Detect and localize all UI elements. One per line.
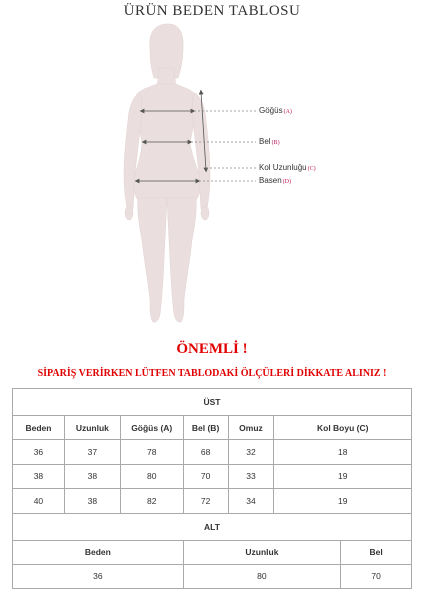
chest-label-text: Göğüs (259, 106, 283, 115)
upper-header-cell: Bel (B) (183, 416, 228, 440)
hip-label (259, 176, 291, 185)
important-heading: ÖNEMLİ ! (176, 341, 248, 357)
hip-code: (D) (282, 179, 292, 185)
upper-header-row (13, 416, 412, 440)
table-cell: 82 (120, 489, 183, 514)
upper-header-cell: Uzunluk (64, 416, 120, 440)
table-cell: 80 (120, 464, 183, 489)
chest-code: (A) (283, 109, 292, 115)
lower-header-cell: Beden (13, 540, 184, 564)
hip-label-text: Basen (259, 176, 282, 185)
table-cell: 19 (274, 489, 412, 514)
arm-length-label (259, 163, 316, 172)
table-cell: 19 (274, 464, 412, 489)
table-cell: 70 (341, 564, 412, 589)
table-cell: 38 (13, 464, 65, 489)
table-cell: 18 (274, 440, 412, 465)
waist-label (259, 137, 280, 146)
upper-header-cell: Göğüs (A) (120, 416, 183, 440)
table-cell: 34 (228, 489, 274, 514)
table-row (13, 489, 412, 514)
table-cell: 37 (64, 440, 120, 465)
table-cell: 33 (228, 464, 274, 489)
upper-header-cell: Beden (13, 416, 65, 440)
lower-header-cell: Uzunluk (183, 540, 341, 564)
waist-label-text: Bel (259, 137, 271, 146)
table-cell: 80 (183, 564, 341, 589)
warning-text: SİPARİŞ VERİRKEN LÜTFEN TABLODAKİ ÖLÇÜLERİ DİKKATE ALINIZ ! (37, 368, 387, 379)
table-row (13, 464, 412, 489)
table-cell: 36 (13, 564, 184, 589)
size-chart-table (12, 388, 412, 589)
table-row (13, 564, 412, 589)
woman-silhouette (124, 24, 210, 322)
table-cell: 38 (64, 489, 120, 514)
arm-length-code: (C) (307, 166, 316, 172)
table-cell: 70 (183, 464, 228, 489)
table-row (13, 440, 412, 465)
arm-length-label-text: Kol Uzunluğu (259, 163, 307, 172)
waist-code: (B) (271, 140, 280, 146)
lower-header-cell: Bel (341, 540, 412, 564)
upper-header-cell: Kol Boyu (C) (274, 416, 412, 440)
upper-section-title: ÜST (13, 389, 412, 416)
table-cell: 32 (228, 440, 274, 465)
chest-label (259, 106, 292, 115)
table-cell: 40 (13, 489, 65, 514)
page-title: ÜRÜN BEDEN TABLOSU (123, 3, 301, 19)
table-cell: 72 (183, 489, 228, 514)
lower-header-row (13, 540, 412, 564)
table-cell: 36 (13, 440, 65, 465)
table-cell: 68 (183, 440, 228, 465)
upper-header-cell: Omuz (228, 416, 274, 440)
lower-section-title: ALT (13, 513, 412, 540)
table-cell: 78 (120, 440, 183, 465)
table-cell: 38 (64, 464, 120, 489)
